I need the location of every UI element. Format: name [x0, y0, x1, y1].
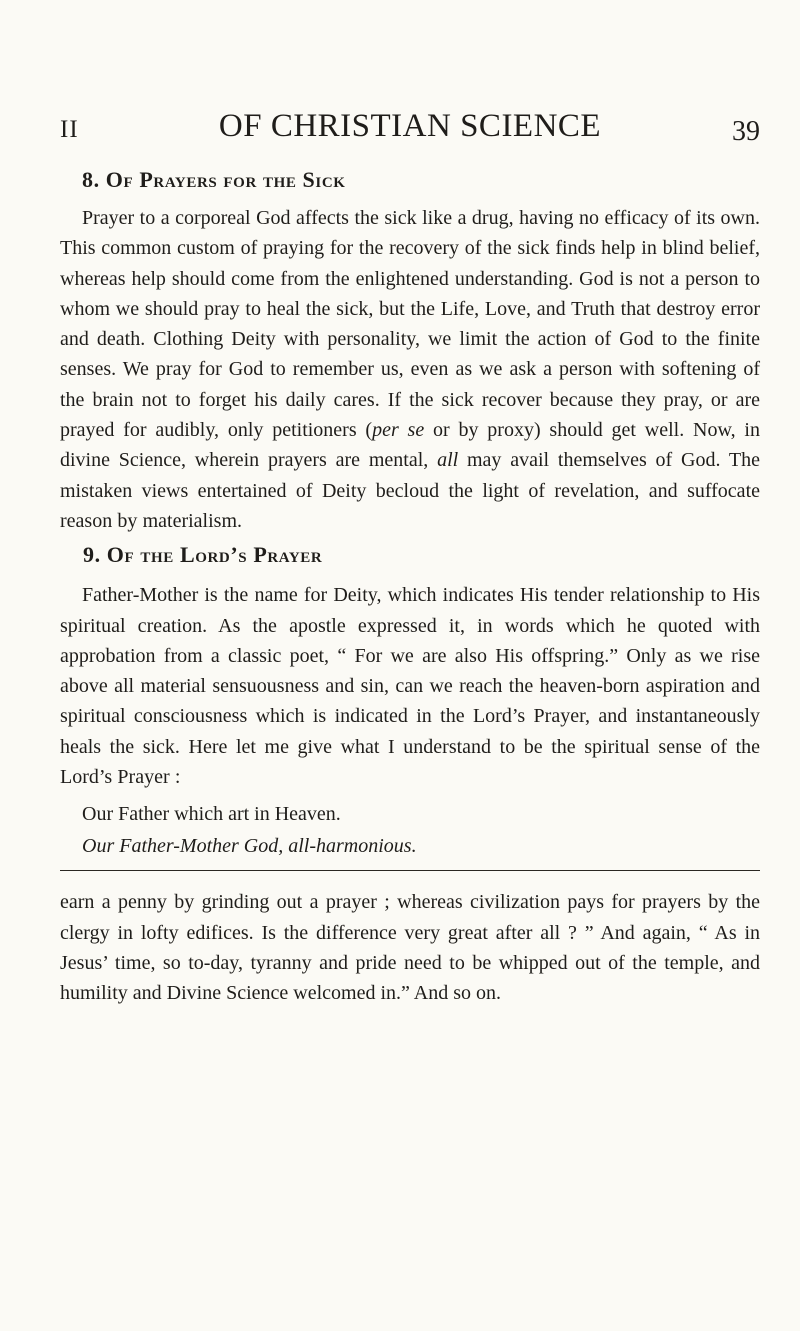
page-number: 39	[732, 116, 760, 147]
italic-phrase-per-se: per se	[372, 419, 425, 442]
prayer-line: Our Father which art in Heaven.	[82, 803, 341, 826]
paragraph-lords-prayer: Father-Mother is the name for Deity, which indicates His tender relationship to His spiritual creation. As the apostle expressed it, in words which he quoted with approbation from a classic poet, “ For we are also His offspring.” Only as we rise above all material sensuousness and sin, can we reach the heaven-born aspiration and spiritual consciousness which is indicated in the Lord’s Prayer, and instantaneously heals the sick. Here let me give what I understand to be the spiritual sense of the Lord’s Prayer :	[60, 584, 760, 789]
paragraph-text: Prayer to a corporeal God affects the sick like a drug, having no efficacy of its own. This common custom of praying for the recovery of the sick finds help in blind belief, whereas help should come from the enlightened understanding. God is not a person to whom we should pray to heal the sick, but the Life, Love, and Truth that destroy error and death. Clothing Deity with personality, we limit the action of God to the finite senses. We pray for God to remember us, even as we ask a person with softening of the brain not to forget his daily cares. If the sick recover because they pray, or are prayed for audibly, only petitioners (	[60, 207, 760, 442]
running-header	[60, 108, 760, 148]
continued-footnote-text: earn a penny by grinding out a prayer ; whereas civilization pays for prayers by the clergy in lofty edifices. Is the difference very great after all ? ” And again, “ As in Jesus’ time, so to-day, tyranny and pride need to be whipped out of the temple, and humility and Divine Science welcomed in.” And so on.	[60, 891, 760, 1005]
italic-word-all: all	[437, 449, 459, 472]
footnote-divider	[60, 870, 760, 871]
section-heading-lords-prayer: 9. Of the Lord’s Prayer	[83, 542, 323, 568]
paragraph-prayers-for-sick	[60, 203, 760, 536]
running-title: OF CHRISTIAN SCIENCE	[218, 108, 602, 144]
paragraph-text: or by proxy) should get well. Now, in divine Science, wherein prayers are mental,	[60, 419, 760, 472]
prayer-interpretation: Our Father-Mother God, all-harmonious.	[82, 835, 417, 858]
paragraph-text: may avail themselves of God. The mistaken views entertained of Deity becloud the light of revelation, and suffocate reason by materialism.	[60, 449, 760, 532]
chapter-numeral: II	[60, 116, 79, 143]
section-heading-prayers-for-sick: 8. Of Prayers for the Sick	[82, 167, 346, 192]
main-text	[60, 163, 760, 1009]
